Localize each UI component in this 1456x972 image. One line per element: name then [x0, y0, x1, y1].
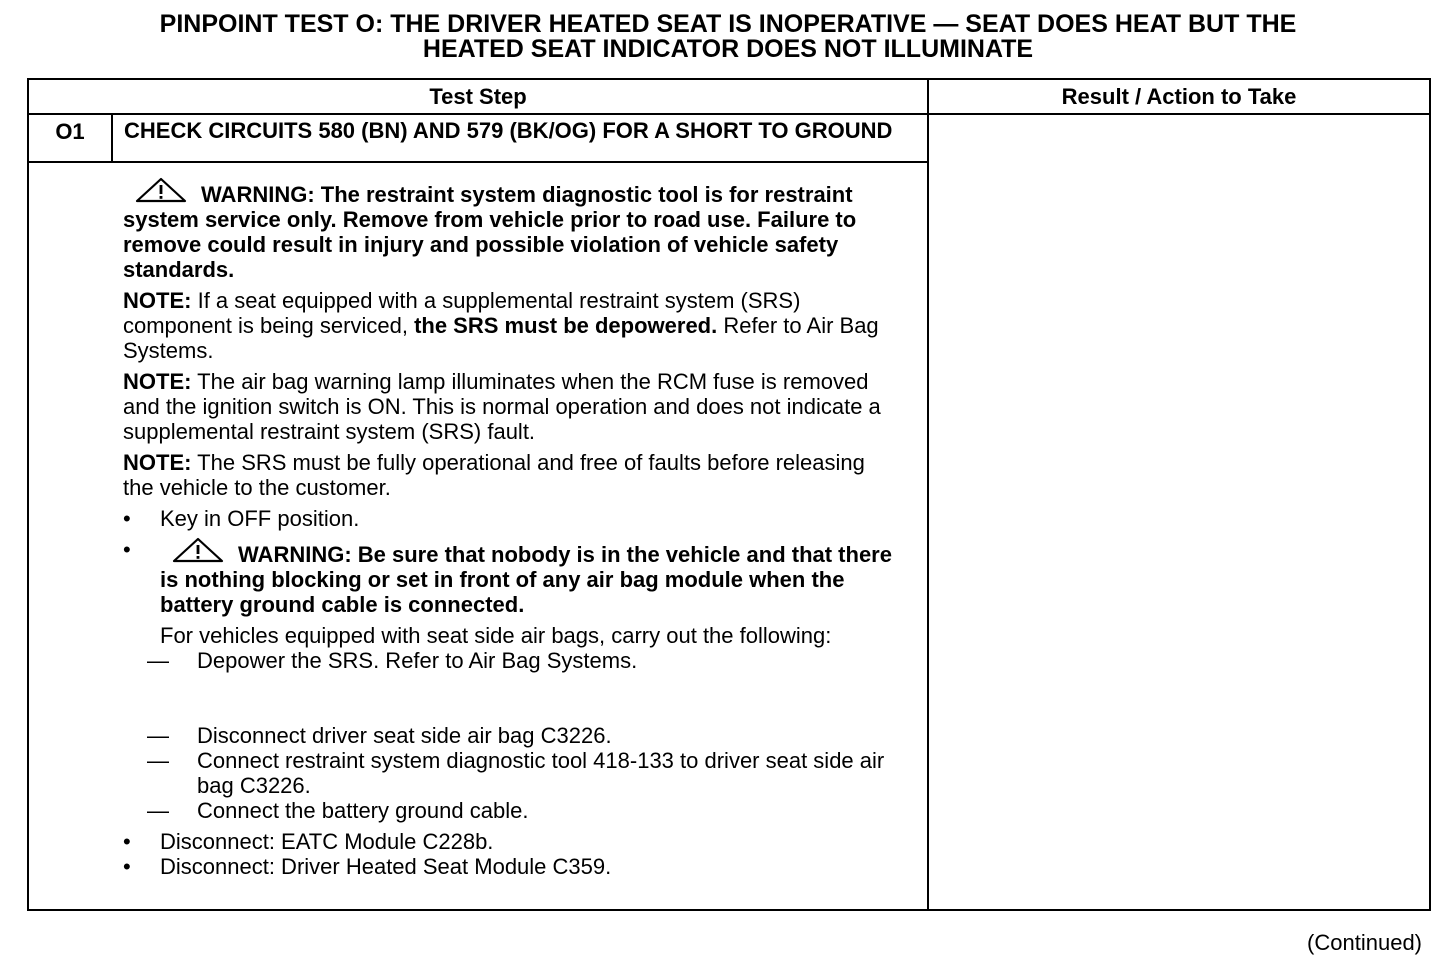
bullet-heated-seat-module-text: Disconnect: Driver Heated Seat Module C359. — [160, 854, 612, 879]
header-row — [28, 79, 1430, 114]
warning-1 — [123, 177, 897, 282]
bullet-warning-2 — [123, 537, 897, 823]
note-1-refer: Refer to Air Bag Systems. — [123, 313, 879, 363]
title-line-2: HEATED SEAT INDICATOR DOES NOT ILLUMINATE — [422, 35, 1034, 63]
warning-triangle-icon — [172, 537, 224, 563]
continued-label: (Continued) — [1307, 930, 1422, 955]
sub-step-battery-cable — [109, 798, 897, 823]
note-1 — [123, 288, 897, 363]
result-cell — [928, 114, 1430, 910]
bullet-heated-seat-module — [123, 854, 897, 879]
note-3-text: The SRS must be fully operational and free of faults before releasing the vehicle to the customer. — [123, 450, 865, 500]
warning-triangle-icon — [135, 177, 187, 203]
step-title: CHECK CIRCUITS 580 (BN) AND 579 (BK/OG) FOR A SHORT TO GROUND — [112, 114, 928, 162]
note-3 — [123, 450, 897, 500]
sub-step-battery-cable-text: Connect the battery ground cable. — [197, 798, 529, 823]
note-1-bold: the SRS must be depowered. — [414, 313, 718, 338]
seat-side-intro: For vehicles equipped with seat side air bags, carry out the following: — [160, 623, 832, 648]
bullet-mark: • — [123, 829, 131, 854]
pinpoint-test-table — [27, 78, 1431, 911]
sub-step-depower — [109, 648, 897, 673]
spacer — [160, 673, 897, 723]
step-id: O1 — [28, 114, 112, 162]
dash-mark: — — [147, 798, 169, 823]
page-title — [40, 12, 1416, 62]
dash-mark: — — [147, 723, 169, 748]
sub-step-disconnect-airbag — [109, 723, 897, 748]
sub-step-depower-text: Depower the SRS. Refer to Air Bag Systems. — [197, 648, 638, 673]
bullet-eatc — [123, 829, 897, 854]
header-result: Result / Action to Take — [928, 79, 1430, 114]
header-test-step: Test Step — [28, 79, 928, 114]
bullet-key-off — [123, 506, 897, 531]
note-2 — [123, 369, 897, 444]
bullet-mark: • — [123, 506, 131, 531]
note-2-text: The air bag warning lamp illuminates when the RCM fuse is removed and the ignition switch is ON. This is normal operation and does not indicate a supplemental restraint system (SRS) fault. — [123, 369, 881, 444]
bullet-mark: • — [123, 537, 131, 562]
note-3-label: NOTE: — [123, 450, 192, 475]
bullet-key-off-text: Key in OFF position. — [160, 506, 360, 531]
bullet-mark: • — [123, 854, 131, 879]
warning-1-text: WARNING: The restraint system diagnostic tool is for restraint system service only. Remove from vehicle prior to road use. Failure to remove could result in injury and possible violation of vehicle safety standards. — [123, 182, 857, 282]
title-line-1: PINPOINT TEST O: THE DRIVER HEATED SEAT IS INOPERATIVE — SEAT DOES HEAT BUT THE — [159, 10, 1297, 38]
step-title-row — [28, 114, 1430, 162]
dash-mark: — — [147, 748, 169, 773]
sub-step-connect-tool-text: Connect restraint system diagnostic tool 418-133 to driver seat side air bag C3226. — [197, 748, 885, 798]
dash-mark: — — [147, 648, 169, 673]
note-1-text: If a seat equipped with a supplemental restraint system (SRS) component is being serviced, — [123, 288, 801, 338]
step-body — [28, 162, 928, 910]
bullet-eatc-text: Disconnect: EATC Module C228b. — [160, 829, 494, 854]
sub-step-disconnect-airbag-text: Disconnect driver seat side air bag C3226. — [197, 723, 612, 748]
sub-step-connect-tool — [109, 748, 897, 798]
note-2-label: NOTE: — [123, 369, 192, 394]
warning-2-text: WARNING: Be sure that nobody is in the vehicle and that there is nothing blocking or set in front of any air bag module when the battery ground cable is connected. — [160, 542, 892, 617]
note-1-label: NOTE: — [123, 288, 192, 313]
warning-2 — [160, 537, 897, 617]
